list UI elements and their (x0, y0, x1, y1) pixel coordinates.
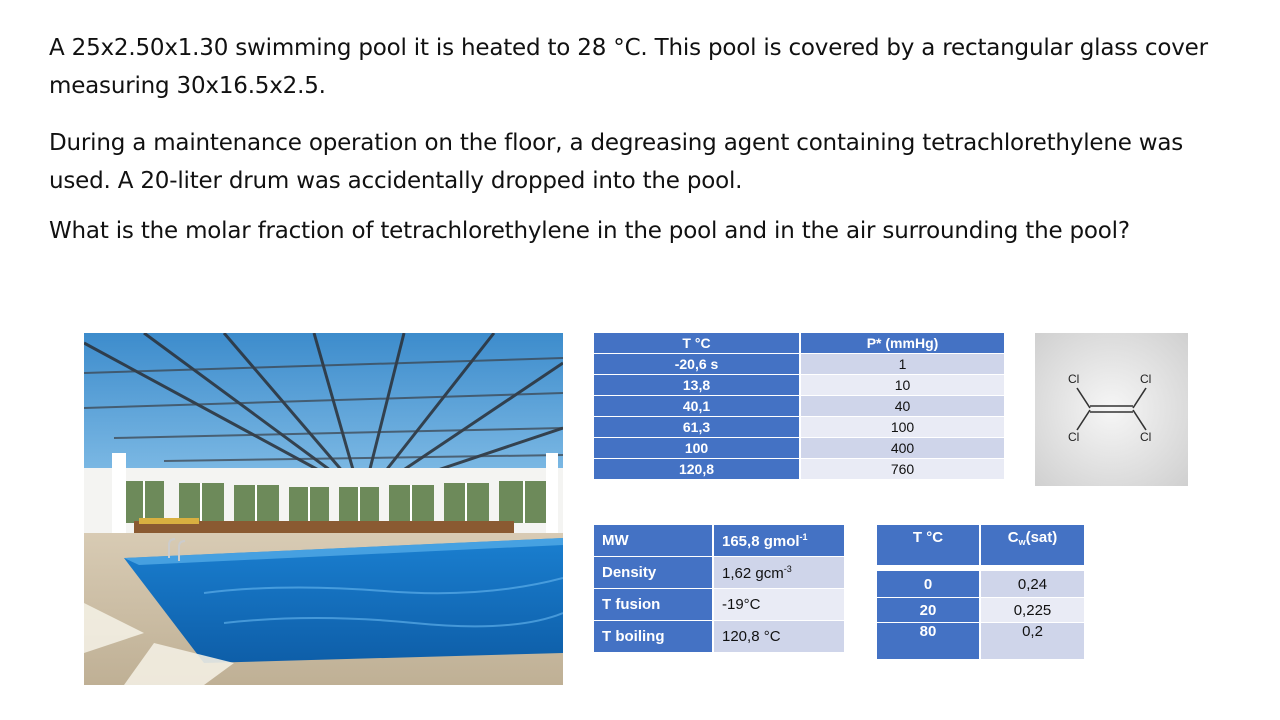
chlorine-atom-label: Cl (1068, 430, 1080, 444)
property-value: 120,8 °C (713, 621, 845, 653)
table-row (593, 438, 1005, 459)
vp-temperature-cell: 61,3 (593, 417, 800, 438)
property-value: 165,8 gmol$^{-1}$ (713, 525, 845, 557)
table-row (593, 621, 845, 653)
solubility-header-temperature: T °C (876, 525, 980, 566)
table-row (876, 571, 1085, 598)
vp-temperature-cell: 13,8 (593, 375, 800, 396)
property-name: T boiling (593, 621, 713, 653)
problem-paragraph-1: A 25x2.50x1.30 swimming pool it is heated to 28 °C. This pool is covered by a rectangular glass cover measuring 30x16.5x2.5. (49, 35, 1208, 99)
pool-illustration (84, 333, 563, 685)
solubility-table (875, 524, 1086, 660)
vp-pressure-cell: 1 (800, 354, 1005, 375)
table-row (876, 598, 1085, 623)
tetrachloroethylene-structure (1035, 333, 1188, 486)
chlorine-atom-label: Cl (1140, 430, 1152, 444)
solubility-temperature-cell: 20 (876, 598, 980, 623)
property-name: Density (593, 557, 713, 589)
property-value: 1,62 gcm$^{-3}$ (713, 557, 845, 589)
property-name: MW (593, 525, 713, 557)
physical-properties-table (592, 524, 846, 653)
table-row (593, 459, 1005, 480)
vp-temperature-cell: 40,1 (593, 396, 800, 417)
solubility-value-cell: 0,24 (980, 571, 1085, 598)
solubility-header-concentration: $C_w(sat)$ (980, 525, 1085, 566)
vp-pressure-cell: 100 (800, 417, 1005, 438)
table-row (593, 396, 1005, 417)
vp-header-pressure: P* (mmHg) (800, 333, 1005, 354)
problem-question: What is the molar fraction of tetrachlorethylene in the pool and in the air surrounding the pool? (49, 218, 1130, 244)
vp-temperature-cell: 120,8 (593, 459, 800, 480)
vp-header-temperature: T °C (593, 333, 800, 354)
table-row (593, 417, 1005, 438)
vp-temperature-cell: -20,6 s (593, 354, 800, 375)
vp-pressure-cell: 400 (800, 438, 1005, 459)
chlorine-atom-label: Cl (1140, 372, 1152, 386)
solubility-value-cell: 0,2 (980, 623, 1085, 660)
property-value: -19°C (713, 589, 845, 621)
property-name: T fusion (593, 589, 713, 621)
table-row (593, 375, 1005, 396)
vp-pressure-cell: 40 (800, 396, 1005, 417)
vp-temperature-cell: 100 (593, 438, 800, 459)
indoor-pool-photo (84, 333, 563, 685)
table-row (593, 589, 845, 621)
vapor-pressure-table (592, 332, 1006, 480)
table-row (876, 623, 1085, 660)
table-row (593, 354, 1005, 375)
solubility-temperature-cell: 80 (876, 623, 980, 660)
problem-paragraph-2: During a maintenance operation on the floor, a degreasing agent containing tetrachlorethylene was used. A 20-liter drum was accidentally dropped into the pool. (49, 130, 1184, 194)
table-row (593, 557, 845, 589)
chlorine-atom-label: Cl (1068, 372, 1080, 386)
solubility-value-cell: 0,225 (980, 598, 1085, 623)
molecule-diagram (1035, 333, 1188, 486)
solubility-temperature-cell: 0 (876, 571, 980, 598)
vp-pressure-cell: 10 (800, 375, 1005, 396)
vp-pressure-cell: 760 (800, 459, 1005, 480)
table-row (593, 525, 845, 557)
